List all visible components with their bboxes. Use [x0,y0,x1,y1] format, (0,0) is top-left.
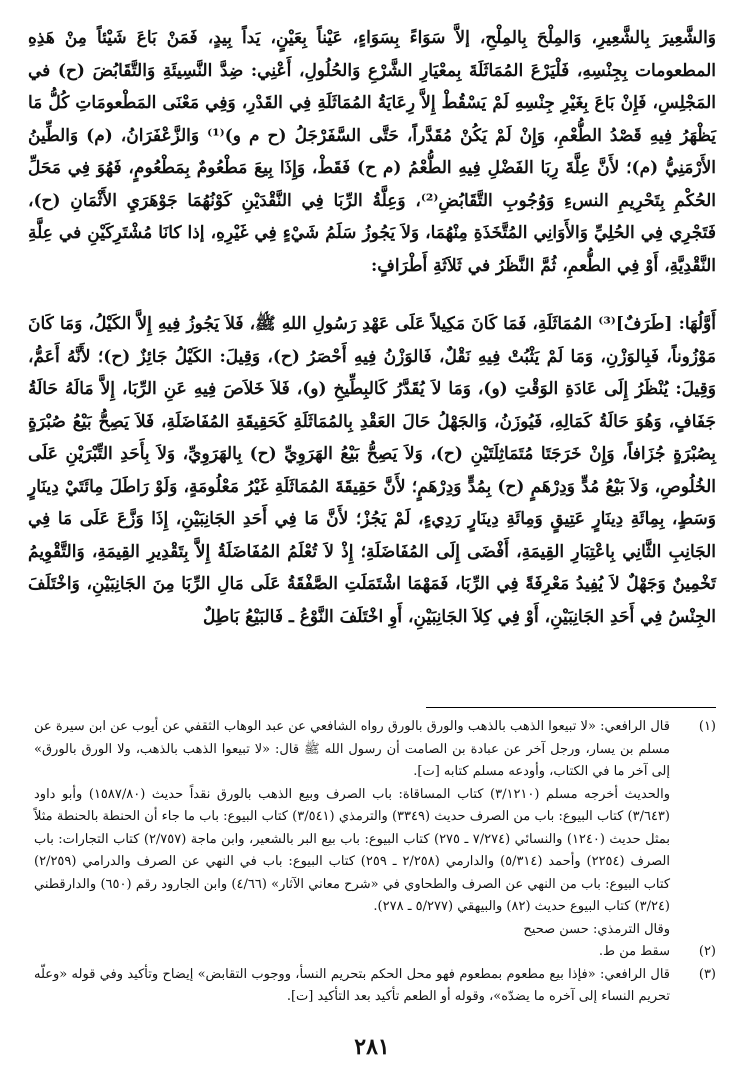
footnote-2 [34,941,716,964]
footnote-2-text: سقط من ط. [598,944,670,959]
footnote-1-tirmidhi: وقال الترمذي: حسن صحيح [523,921,670,937]
paragraph-1: وَالشَّعِيرَ بِالشَّعِيرِ، وَالمِلْحَ بِالمِلْحِ، إلاَّ سَوَاءً بِسَوَاءٍ، عَيْناً بِعَيْنٍ، يَداً بِيدٍ، فَمَنْ بَاعَ شَيْئاً مِنْ هَذِهِ المطعومات بِجِنْسِهِ، فَلْيَرْعَ المُمَاثَلَةَ بِمعْيَارِ الشَّرْعِ وَالحُلُولِ، أَعْنِي: ضِدَّ النَّسِيئَةِ وَالتَّقَابُضَ (ح) في المَجْلِسِ، فَإِنْ بَاعَ بِغَيْرِ جِنْسِهِ لَمْ يَسْقُطْ إِلاَّ رِعَايَةُ المُمَاثَلَةِ فِي القَدْرِ، وَفِي مَعْنَى المَطْعومَاتِ كُلُّ مَا يَظْهَرُ فِيهِ قَصْدُ الطُّعْمِ، وَإِنْ لَمْ يَكُنْ مُقَدَّراً، حَتَّى السَّفَرْجَلُ (ح م و)⁽¹⁾ وَالزَّعْفَرَانُ، (م) وَالطِّينُ الأَرْمَنِيُّ (م)؛ لأَنَّ عِلَّةَ رِبَا الفَضْلِ فِيهِ الطُّعْمُ (م ح) فَقَطْ، وَإِذَا بِيعَ مَطْعُومٌ بِمَطْعُومٍ، فَهُوَ فِي مَحَلِّ الحُكْمِ بِتَحْرِيمِ النسءِ وَوُجُوبِ التَّقَابُضِ⁽²⁾، وَعِلَّةُ الرِّبَا فِي النَّقْدَيْنِ كَوْنُهُمَا جَوْهَرَيِ الأَثْمَانِ (ح)، فَتَجْرِي فِي الحُلِيِّ وَالأَوَانِي المُتَّخَذَةِ مِنْهُمَا، وَلاَ يَجُوزُ سَلَمُ شَيْءٍ فِي غَيْرِهِ، إذا كانَا مُشْتَرِكَيْنِ في عِلَّةِ النَّقْدِيَّةِ، أَوْ فِي الطُّعمِ، ثُمَّ النَّظَرُ في ثَلاَثَةِ أَطْرَافٍ: [28,28,717,276]
footnotes [34,716,716,1009]
footnote-1-number: (١) [698,719,716,734]
footnote-1 [34,716,716,784]
footnote-1-continuation: والحديث أخرجه مسلم (٣/١٢١٠) كتاب المساقاة: باب الصرف وبيع الذهب بالورق نقداً حديث (١٥٨٧/٨٠) وأبو داود (٣/٦٤٣) كتاب البيوع: باب من الصرف حديث (٣٣٤٩) والترمذي (٣/٥٤١) كتاب البيوع: باب ما جاء أن الحنطة بالحنطة مثلاً بمثل حديث (١٢٤٠) والنسائي (٧/٢٧٤ ـ ٢٧٥) كتاب البيوع: باب بيع البر بالشعير، وابن ماجة (٢/٧٥٧) كتاب التجارات: باب الصرف (٢٢٥٤) وأحمد (٥/٣١٤) والدارمي (٢/٢٥٨ ـ ٢٥٩) كتاب البيوع: باب في النهي عن الصرف والدرامي (٢/٢٥٩) كتاب البيوع: باب من النهي عن الصرف والطحاوي في «شرح معاني الآثار» (٤/٦٦) وابن الجارود رقم (٦٥٠) والدارقطني (٣/٢٤) كتاب البيوع حديث (٨٢) والبيهقي (٥/٢٧٧ ـ ٢٧٨). [34,786,671,914]
footnote-2-number: (٢) [698,944,716,959]
footnote-3 [34,964,716,1009]
paragraph-2: أَوَّلُهَا: [طَرَفٌ]⁽³⁾ المُمَاثَلَةِ، فَمَا كَانَ مَكِيلاً عَلَى عَهْدِ رَسُولِ اللهِ ﷺ، فَلاَ يَجُوزُ فِيهِ إِلاَّ الكَيْلُ، وَمَا كَانَ مَوْزُوناً، فَبِالوَزْنِ، وَمَا لَمْ يَثْبُتْ فِيهِ نَقْلٌ، فَالوَزْنُ فِيهِ أَحْصَرُ (ح)، وَقِيلَ: الكَيْلُ جَائِزٌ (ح)؛ لأَنَّهُ أَعَمُّ، وَقِيلَ: يُنْظَرُ إِلَى عَادَةِ الوَقْتِ (و)، وَمَا لاَ يُقَدَّرُ كَالبِطِّيخِ (و)، فَلاَ خَلاَصَ فِيهِ عَنِ الرِّبَا، إِلاَّ مَالَهُ حَالَةُ جَفَافٍ، وَهُوَ حَالَةُ كَمَالِهِ، فَيُوزَنُ، وَالجَهْلُ حَالَ العَقْدِ بِالمُمَاثَلَةِ كَحَقِيقَةِ المُفَاضَلَةِ، فَلاَ يَصِحُّ بَيْعُ صُبْرَةٍ بِصُبْرَةٍ جُزَافاً، وَإِنْ خَرَجَتَا مُتَمَاثِلَتَيْنِ (ح)، وَلاَ يَصِحُّ بَيْعُ الهَرَوِيِّ (ح) بِالهَرَوِيِّ، وَلاَ بِأَحَدِ التِّبْرَيْنِ عَلَى الخُلُوصِ، وَلاَ بَيْعُ مُدٍّ وَدِرْهَمٍ (ح) بِمُدٍّ وَدِرْهَمٍ؛ لأَنَّ حَقِيقَةَ المُمَاثَلَةِ غَيْرُ مَعْلُومَةٍ، وَلَوْ رَاطَلَ مِائَتَيْ دِينَارٍ وَسَطٍ، بِمِائَةِ دِينَارٍ عَتِيقٍ وَمِائَةِ دِينَارٍ رَدِيءٍ، لَمْ يَجُزْ؛ لأَنَّ مَا فِي أَحَدِ الجَانِبَيْنِ، إِذَا وَزَّعَ عَلَى مَا فِي الجَانِبِ الثَّانِي بِاعْتِبَارِ القِيمَةِ، أَفْضَى إِلَى المُفَاضَلَةِ؛ إِذْ لاَ تُعْلَمُ المُفَاضَلَةُ إِلاَّ بِتَقْدِيرِ القِيمَةِ، وَالتَّقْوِيمُ تَخْمِينٌ وَجَهْلٌ لاَ يُفِيدُ مَعْرِفَةً فِي الرِّبَا، فَمَهْمَا اشْتَمَلَتِ الصَّفْقَةُ عَلَى مَالِ الرِّبَا مِنَ الجَانِبَيْنِ، وَاخْتَلَفَ الجِنْسُ فِي أَحَدِ الجَانِبَيْنِ، أَوْ فِي كِلاَ الجَانِبَيْنِ، أَوِ اخْتَلَفَ النَّوْعُ ـ فَالبَيْعُ بَاطِلٌ [28,314,716,627]
footnote-divider [426,707,716,708]
footnote-3-number: (٣) [698,966,716,982]
main-text [28,22,716,633]
footnote-1-text: قال الرافعي: «لا تبيعوا الذهب بالذهب والورق بالورق رواه الشافعي عن عبد الوهاب الثقفي عن أيوب عن ابن سيرة عن مسلم بن يسار، ورجل آخر عن عبادة بن الصامت أن رسول الله ﷺ قال: «لا تبيعوا الذهب بالذهب، ولا الورق بالورق» إلى آخر ما في الكتاب، وأودعه مسلم كتابه [ت]. [34,719,670,779]
footnote-3-text: قال الرافعي: «فإذا بيع مطعوم بمطعوم فهو محل الحكم بتحريم النسأ، ووجوب التقابض» إيضاح وتأكيد وفي قوله «وعلّه تحريم النساء إلى آخره ما يضدّه»، وقوله أو الطعم تأكيد بعد التأكيد [ت]. [34,966,670,1004]
page-number: ٢٨١ [354,1034,390,1060]
